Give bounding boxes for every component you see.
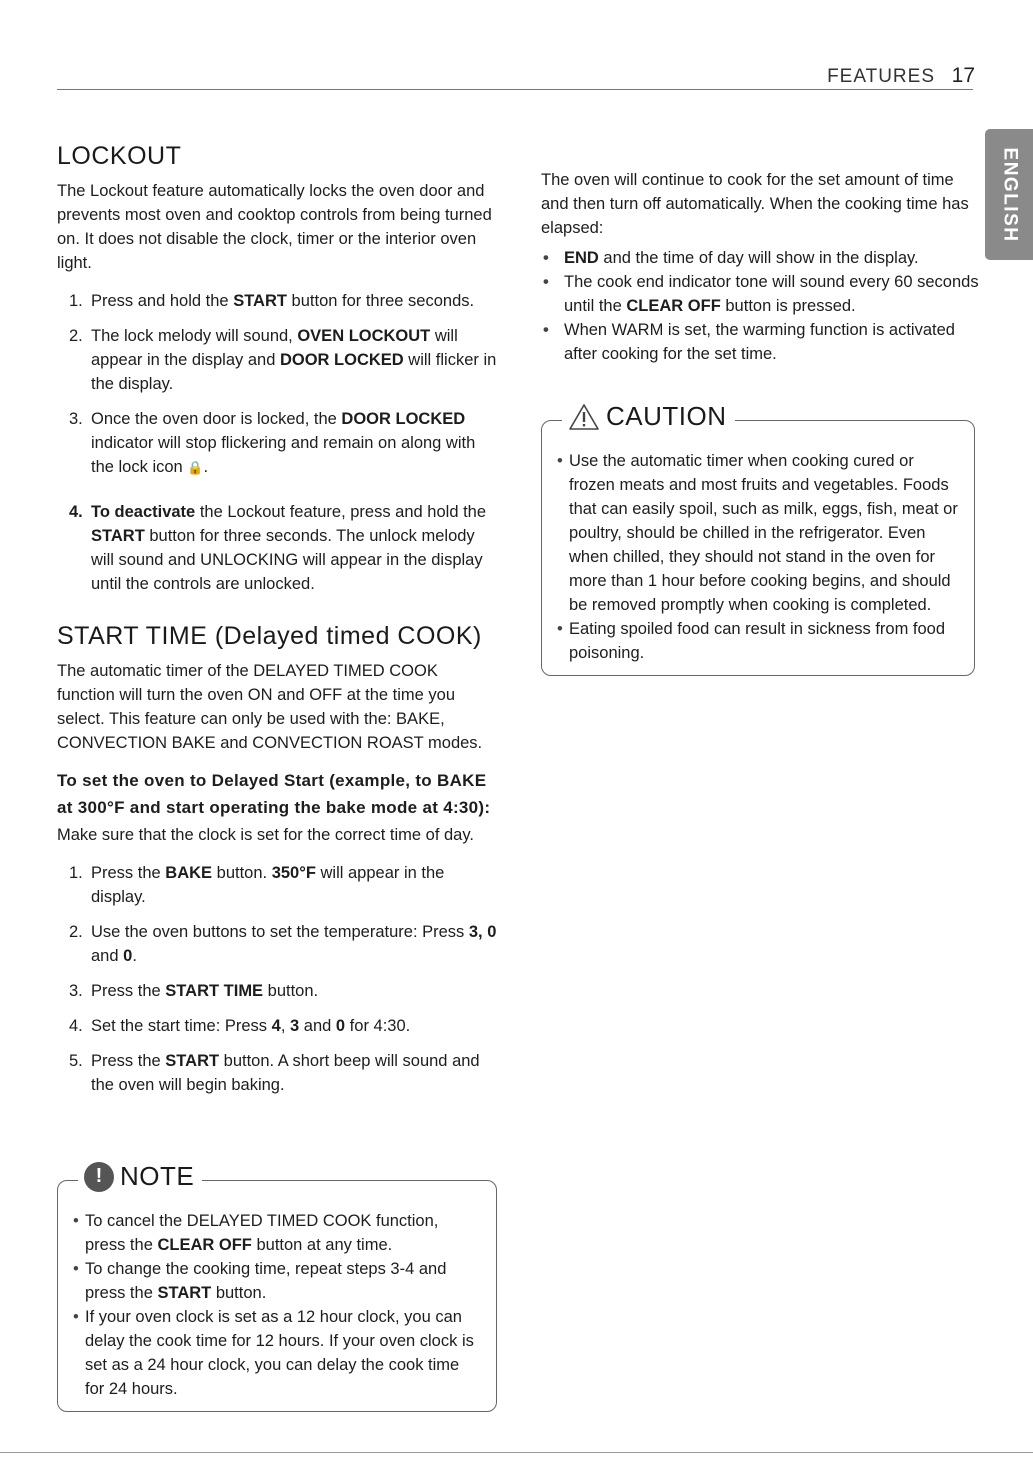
language-tab	[985, 129, 1033, 260]
caution-title	[562, 401, 735, 432]
list-item: 1. Press and hold the START button for three seconds.	[69, 292, 475, 310]
note-box	[57, 1161, 497, 1412]
header-divider	[57, 89, 973, 90]
lockout-steps	[57, 289, 497, 596]
list-item: 2. The lock melody will sound, OVEN LOCKOUT will appear in the display and DOOR LOCKED will flicker in the display.	[69, 327, 497, 393]
caution-items	[556, 449, 958, 665]
list-item: 4. Set the start time: Press 4, 3 and 0 for 4:30.	[69, 1017, 411, 1035]
list-item: 5. Press the START button. A short beep will sound and the oven will begin baking.	[69, 1052, 480, 1094]
continue-cooking-intro: The oven will continue to cook for the set amount of time and then turn off automatically. When the cooking time has elapsed:	[541, 171, 969, 237]
start-time-heading: START TIME (Delayed timed COOK)	[57, 622, 482, 650]
header-section-title: FEATURES	[827, 66, 935, 87]
caution-label: CAUTION	[606, 401, 727, 431]
list-item: • The cook end indicator tone will sound every 60 seconds until the CLEAR OFF button is pressed.	[543, 273, 979, 315]
list-item: • If your oven clock is set as a 12 hour clock, you can delay the cook time for 12 hours. If your oven clock is set as a 24 hour clock, you can delay the cook time for 24 hours.	[73, 1308, 474, 1398]
left-column	[57, 142, 497, 1108]
page-number: 17	[951, 64, 975, 87]
list-item: • When WARM is set, the warming function is activated after cooking for the set time.	[543, 321, 955, 363]
note-title	[78, 1161, 202, 1192]
lockout-intro: The Lockout feature automatically locks the oven door and prevents most oven and cooktop controls from being turned on. It does not disable the clock, timer or the interior oven light.	[57, 182, 492, 272]
note-items	[72, 1209, 480, 1401]
exclamation-icon: !	[84, 1162, 114, 1192]
right-column	[541, 168, 979, 366]
start-time-steps	[57, 861, 497, 1097]
language-tab-label: ENGLISH	[999, 147, 1021, 242]
start-time-intro: The automatic timer of the DELAYED TIMED COOK function will turn the oven ON and OFF at the time you select. This feature can only be used with the: BAKE, CONVECTION BAKE and CONVECTION ROAST modes.	[57, 662, 483, 752]
clock-reminder: Make sure that the clock is set for the correct time of day.	[57, 826, 474, 844]
delayed-start-subheading: To set the oven to Delayed Start (example, to BAKE at 300°F and start operating the bake mode at 4:30):	[57, 771, 491, 817]
list-item: • To cancel the DELAYED TIMED COOK function, press the CLEAR OFF button at any time.	[73, 1212, 439, 1254]
list-item: 4. To deactivate the Lockout feature, press and hold the START button for three seconds. The unlock melody will sound and UNLOCKING will appear in the display until the controls are unlocked.	[69, 503, 487, 593]
lockout-heading: LOCKOUT	[57, 142, 182, 170]
footer-divider	[0, 1452, 1033, 1453]
list-item: 3. Once the oven door is locked, the DOOR LOCKED indicator will stop flickering and remain on along with the lock icon 🔒.	[69, 410, 476, 476]
list-item: 2. Use the oven buttons to set the temperature: Press 3, 0 and 0.	[69, 923, 497, 965]
continue-cooking-bullets	[541, 246, 979, 366]
list-item: • Eating spoiled food can result in sickness from food poisoning.	[557, 620, 946, 662]
list-item: • Use the automatic timer when cooking cured or frozen meats and most fruits and vegetables. Foods that can easily spoil, such as milk, eggs, fish, meat or poultry, should be chilled in the refrigerator. Even when chilled, they should not stand in the oven for more than 1 hour before cooking begins, and should be removed promptly when cooking is completed.	[557, 452, 958, 614]
list-item: 1. Press the BAKE button. 350°F will appear in the display.	[69, 864, 445, 906]
warning-triangle-icon	[568, 403, 600, 431]
list-item: • END and the time of day will show in the display.	[543, 249, 919, 267]
caution-box	[541, 401, 975, 676]
list-item: • To change the cooking time, repeat steps 3-4 and press the START button.	[73, 1260, 447, 1302]
list-item: 3. Press the START TIME button.	[69, 982, 319, 1000]
lock-icon: 🔒	[187, 460, 204, 475]
note-label: NOTE	[120, 1161, 195, 1191]
